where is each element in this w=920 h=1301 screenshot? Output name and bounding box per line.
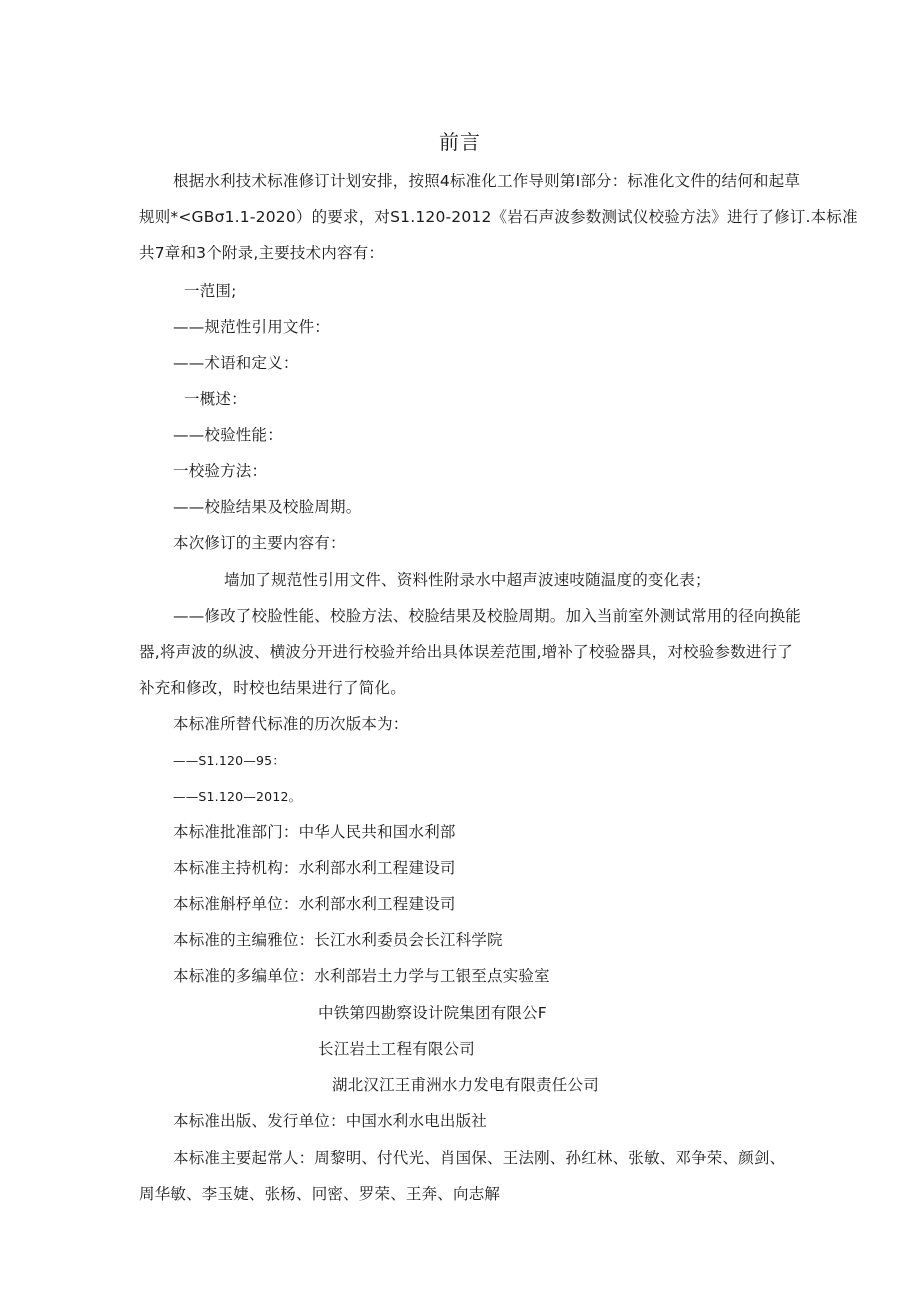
intro-line-2: 规则*<GBσ1.1-2020）的要求，对S1.120-2012《岩石声波参数测试仪校验方法》进行了修订.本标准 bbox=[139, 208, 858, 226]
co-editor-unit: 长江岩土工程有限公司 bbox=[318, 1040, 476, 1058]
chapter-item: ——术语和定义： bbox=[173, 354, 299, 372]
chapter-item: 一校验方法： bbox=[173, 462, 268, 480]
history-item: ——S1.120—95： bbox=[173, 753, 286, 768]
approval-dept: 本标准批准部门：中华人民共和国水利部 bbox=[173, 823, 456, 841]
drafters-line-2: 周华敏、李玉婕、张杨、冋密、罗荣、王奔、向志解 bbox=[139, 1185, 501, 1203]
history-heading: 本标准所替代标准的历次版本为： bbox=[173, 715, 409, 733]
revision-item: 墙加了规范性引用文件、资料性附录水中超声波速吱随温度的变化表； bbox=[224, 571, 711, 589]
page-title: 前言 bbox=[439, 130, 481, 154]
history-item: ——S1.120—2012。 bbox=[173, 789, 302, 804]
intro-line-1: 根据水利技术标准修订计划安排，按照4标准化工作导则第I部分：标准化文件的结何和起草 bbox=[173, 172, 801, 190]
chapter-item: ——校脸结果及校脸周期。 bbox=[173, 498, 362, 516]
co-editor-heading: 本标准的多编单位：水利部岩土力学与工银至点实验室 bbox=[173, 967, 550, 985]
revision-item-line: 补充和修改，时校也结果进行了简化。 bbox=[139, 679, 406, 697]
revision-heading: 本次修订的主要内容有： bbox=[173, 534, 346, 552]
chapter-item: ——规范性引用文件： bbox=[173, 318, 331, 336]
drafters-line-1: 本标准主要起常人：周黎明、付代光、肖国保、王法刚、孙红林、张敏、邓争荣、颜剑、 bbox=[173, 1149, 786, 1167]
chapter-item: 一概述： bbox=[184, 390, 247, 408]
chapter-item: ——校验性能： bbox=[173, 426, 283, 444]
co-editor-unit: 中铁第四勘察设计院集团有限公F bbox=[318, 1004, 547, 1022]
intro-line-3: 共7章和3个附录,主要技术内容有： bbox=[139, 244, 385, 262]
host-org: 本标准主持机构：水利部水利工程建设司 bbox=[173, 859, 456, 877]
chapter-item: 一范围; bbox=[184, 282, 237, 300]
co-editor-unit: 湖北汉江王甫洲水力发电有限责任公司 bbox=[332, 1076, 599, 1094]
chief-editor-unit: 本标准的主编雅位：长江水利委员会长江科学院 bbox=[173, 931, 503, 949]
publisher: 本标准出版、发行单位：中国水利水电出版社 bbox=[173, 1112, 488, 1130]
revision-item-line: 器,将声波的纵波、横波分开进行校验并给出具体误差范围,增补了校验器具，对校验参数进行了 bbox=[139, 643, 793, 661]
revision-item-line: ——修改了校脸性能、校脸方法、校脸结果及校脸周期。加入当前室外测试常用的径向换能 bbox=[173, 607, 802, 625]
interpret-unit: 本标准斛杼单位：水利部水利工程建设司 bbox=[173, 895, 456, 913]
